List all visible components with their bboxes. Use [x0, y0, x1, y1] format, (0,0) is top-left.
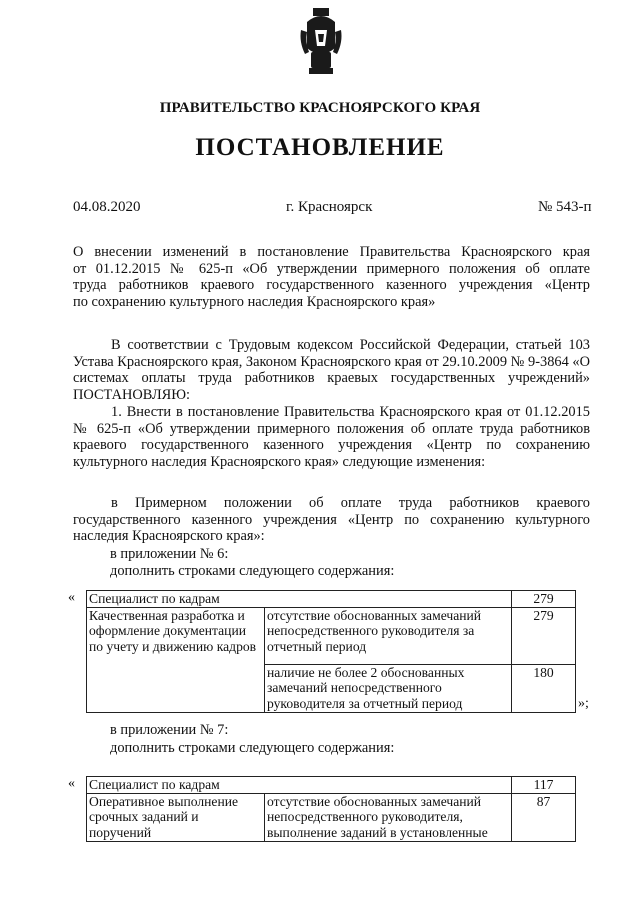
criterion-cell: Качественная разработка и оформление документации по учету и движению кадров	[87, 607, 265, 712]
value-cell: 279	[512, 607, 576, 664]
closing-quote: »;	[578, 696, 589, 711]
table-row	[87, 793, 576, 841]
add-rows-label-2: дополнить строками следующего содержания:	[110, 740, 395, 756]
subject-line: труда работников краевого государственного казенного учреждения «Центр	[73, 277, 590, 293]
table-annex-7	[86, 776, 576, 842]
opening-quote: «	[68, 590, 75, 605]
table-header-value: 279	[512, 591, 576, 608]
table-row	[87, 607, 576, 664]
table-annex-6	[86, 590, 576, 713]
document-type: ПОСТАНОВЛЕНИЕ	[195, 134, 445, 161]
paragraph-legal-basis: В соответствии с Трудовым кодексом Российской Федерации, статьей 103 Устава Красноярского края, Законом Красноярского края от 29.10.2009 № 9-3864 «О системах оплаты труда работников краевых государственных учреждений» ПОСТАНОВЛЯЮ:	[73, 337, 590, 403]
condition-cell: отсутствие обоснованных замечаний непосредственного руководителя, выполнение заданий в установленные	[265, 793, 512, 841]
document-date: 04.08.2020	[73, 199, 141, 215]
government-name: ПРАВИТЕЛЬСТВО КРАСНОЯРСКОГО КРАЯ	[159, 100, 481, 116]
subject-line: от 01.12.2015 № 625-п «Об утверждении примерного положения об оплате	[73, 260, 590, 277]
table-header-cell: Специалист по кадрам	[87, 591, 512, 608]
document-number: № 543-п	[538, 199, 592, 215]
annex-6-label: в приложении № 6:	[110, 546, 229, 562]
annex-7-label: в приложении № 7:	[110, 722, 229, 738]
table-row	[87, 591, 576, 608]
add-rows-label-1: дополнить строками следующего содержания:	[110, 563, 395, 579]
value-cell: 87	[512, 793, 576, 841]
criterion-cell: Оперативное выполнение срочных заданий и поручений	[87, 793, 265, 841]
subject-block	[73, 244, 590, 310]
document-city: г. Красноярск	[286, 199, 373, 215]
coat-of-arms-icon	[299, 8, 343, 78]
table-row	[87, 777, 576, 794]
table-header-cell: Специалист по кадрам	[87, 777, 512, 794]
opening-quote: «	[68, 776, 75, 791]
subject-line: О внесении изменений в постановление Правительства Красноярского края	[73, 244, 590, 260]
condition-cell: отсутствие обоснованных замечаний непосредственного руководителя за отчетный период	[265, 607, 512, 664]
paragraph-amendment: 1. Внести в постановление Правительства Красноярского края от 01.12.2015 № 625-п «Об утверждении примерного положения об оплате труда работников краевого государственного казенного учреждения «Центр по сохранению культурного наследия Красноярского края» следующие изменения:	[73, 404, 590, 470]
subject-line: по сохранению культурного наследия Красноярского края»	[73, 293, 436, 310]
condition-cell: наличие не более 2 обоснованных замечаний непосредственного руководителя за отчетный период	[265, 664, 512, 712]
table-header-value: 117	[512, 777, 576, 794]
value-cell: 180	[512, 664, 576, 712]
paragraph-regulation: в Примерном положении об оплате труда работников краевого государственного казенного учреждения «Центр по сохранению культурного наследия Красноярского края»:	[73, 495, 590, 544]
